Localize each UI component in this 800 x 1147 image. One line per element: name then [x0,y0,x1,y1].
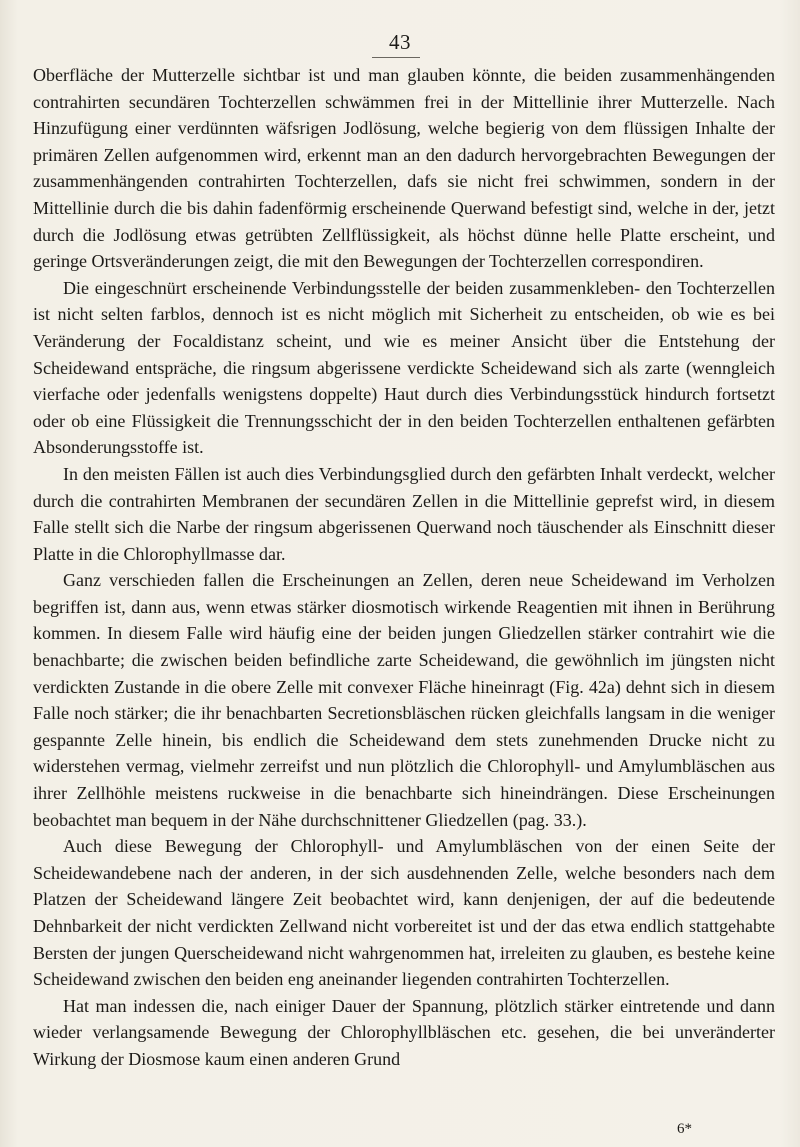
body-text [33,62,775,1073]
paragraph-5: Auch diese Bewegung der Chlorophyll- und Amylumbläschen von der einen Seite der Scheidewandebene nach der anderen, in der sich ausdehnenden Zelle, welche besonders nach dem Platzen der Scheidewand längere Zeit beobachtet wird, kann denjenigen, der auf die bedeutende Dehnbarkeit der nicht verdickten Zellwand nicht vorbereitet ist und der das etwa endlich stattgehabte Bersten der jungen Querscheidewand nicht wahrgenommen hat, irreleiten zu glauben, es bestehe keine Scheidewand zwischen den beiden eng aneinander liegenden contrahirten Tochterzellen. [33,836,775,990]
paragraph-1: Oberfläche der Mutterzelle sichtbar ist und man glauben könnte, die beiden zusammenhängenden contrahirten secundären Tochterzellen schwämmen frei in der Mittellinie ihrer Mutterzelle. Nach Hinzufügung einer verdünnten wäfsrigen Jodlösung, welche begierig von dem flüssigen Inhalte der primären Zellen aufgenommen wird, erkennt man an den dadurch hervorgebrachten Bewegungen der zusammenhängenden contrahirten Tochterzellen, dafs sie nicht frei schwimmen, sondern in der Mittellinie durch die bis dahin fadenförmig erscheinende Querwand befestigt sind, welche in der, jetzt durch die Jodlösung etwas getrübten Zellflüssigkeit, als höchst dünne helle Platte erscheint, und geringe Ortsveränderungen zeigt, die mit den Bewegungen der Tochterzellen correspondiren. [33,65,775,272]
paragraph-3: In den meisten Fällen ist auch dies Verbindungsglied durch den gefärbten Inhalt verdeckt, welcher durch die contrahirten Membranen der secundären Zellen in die Mittellinie geprefst wird, in diesem Falle stellt sich die Narbe der ringsum abgerissenen Querwand noch täuschender als Einschnitt dieser Platte in die Chlorophyllmasse dar. [33,463,775,564]
paragraph-6: Hat man indessen die, nach einiger Dauer der Spannung, plötzlich stärker eintretende und dann wieder verlangsamende Bewegung der Chlorophyllbläschen etc. gesehen, die bei unveränderter Wirkung der Diosmose kaum einen anderen Grund [33,995,775,1069]
page-number-underline [372,57,420,58]
paragraph-2: Die eingeschnürt erscheinende Verbindungsstelle der beiden zusammenkleben- den Tochterzellen ist nicht selten farblos, dennoch ist es nicht möglich mit Sicherheit zu entscheiden, ob wie es bei Veränderung der Focaldistanz scheint, und wie es meiner Ansicht über die Entstehung der Scheidewand entspräche, die ringsum abgerissene verdickte Scheidewand sich als zarte (wenngleich vierfache oder jedenfalls wenigstens doppelte) Haut durch dies Verbindungsstück hindurch fortsetzt oder ob eine Flüssigkeit die Trennungsschicht der in den beiden Tochterzellen enthaltenen gefärbten Absonderungsstoffe ist. [33,277,775,458]
printer-signature-mark: 6* [677,1121,692,1137]
paragraph-4: Ganz verschieden fallen die Erscheinungen an Zellen, deren neue Scheidewand im Verholzen begriffen ist, dann aus, wenn etwas stärker diosmotisch wirkende Reagentien mit ihnen in Berührung kommen. In diesem Falle wird häufig eine der beiden jungen Gliedzellen stärker contrahirt wie die benachbarte; die zwischen beiden befindliche zarte Scheidewand, die gewöhnlich im jüngsten nicht verdickten Zustande in die obere Zelle mit convexer Fläche hineinragt (Fig. 42a) dehnt sich in diesem Falle noch stärker; die ihr benachbarten Secretionsbläschen rücken gleichfalls langsam in die weniger gespannte Zelle hinein, bis endlich die Scheidewand dem stets zunehmenden Drucke nicht zu widerstehen vermag, vielmehr zerreifst und nun plötzlich die Chlorophyll- und Amylumbläschen aus ihrer Zellhöhle meistens ruckweise in die benachbarte sich hineindrängen. Diese Erscheinungen beobachtet man bequem in der Nähe durchschnittener Gliedzellen (pag. 33.). [33,570,775,830]
page-number: 43 [389,30,411,54]
